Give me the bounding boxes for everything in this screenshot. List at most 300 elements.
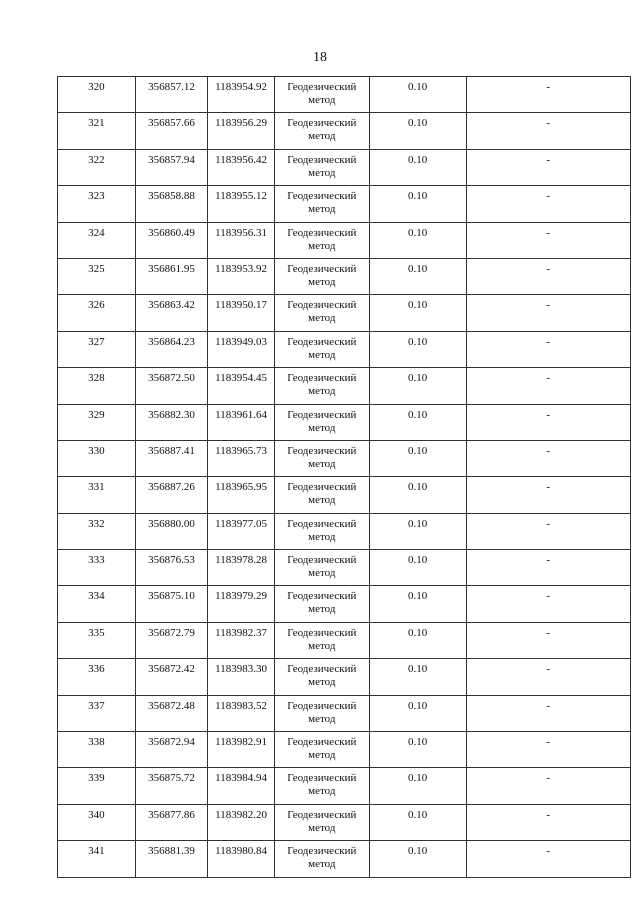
coordinate-x-text: 356881.39 <box>148 845 195 858</box>
method-line2: метод <box>308 821 336 834</box>
table-row <box>58 222 631 258</box>
table-row <box>58 404 631 440</box>
coordinate-y-cell <box>208 77 275 113</box>
accuracy-value-text: 0.10 <box>407 335 428 348</box>
point-number-text: 324 <box>88 226 105 239</box>
method-line1: Геодезический <box>287 517 357 530</box>
note-cell <box>466 768 630 804</box>
accuracy-value-cell <box>369 622 466 658</box>
point-number-text: 320 <box>88 81 105 93</box>
accuracy-value-cell <box>369 659 466 695</box>
note-text: - <box>546 517 551 530</box>
coordinate-x-cell <box>135 404 208 440</box>
coordinate-y-text: 1183950.17 <box>215 299 267 312</box>
coordinate-x-text: 356882.30 <box>148 408 195 421</box>
coordinate-y-cell <box>208 622 275 658</box>
coordinate-y-cell <box>208 186 275 222</box>
note-cell <box>466 695 630 731</box>
method-line2: метод <box>308 858 336 871</box>
point-number-cell <box>58 477 136 513</box>
coordinate-x-cell <box>135 513 208 549</box>
note-cell <box>466 149 630 185</box>
point-number-cell <box>58 404 136 440</box>
coordinate-y-cell <box>208 768 275 804</box>
note-text: - <box>546 335 551 348</box>
coordinate-y-cell <box>208 440 275 476</box>
note-text: - <box>546 117 551 130</box>
method-text <box>275 696 369 726</box>
method-line1: Геодезический <box>287 699 357 712</box>
note-text: - <box>546 736 551 749</box>
method-cell <box>274 440 369 476</box>
coordinate-y-text: 1183982.20 <box>215 808 267 821</box>
method-line1: Геодезический <box>287 372 357 385</box>
point-number-cell <box>58 77 136 113</box>
table-row <box>58 149 631 185</box>
coordinate-x-text: 356872.79 <box>148 626 195 639</box>
note-text: - <box>546 190 551 203</box>
table-row <box>58 295 631 331</box>
coordinate-y-cell <box>208 222 275 258</box>
point-number-text: 327 <box>88 335 105 348</box>
note-cell <box>466 477 630 513</box>
coordinate-x-text: 356861.95 <box>148 262 195 275</box>
method-line2: метод <box>308 530 336 543</box>
coordinate-y-text: 1183956.29 <box>215 117 267 130</box>
note-text: - <box>546 554 551 567</box>
point-number-text: 323 <box>88 190 105 203</box>
method-line2: метод <box>308 676 336 689</box>
table-body <box>58 77 631 878</box>
coordinate-x-cell <box>135 804 208 840</box>
table-row <box>58 804 631 840</box>
note-text: - <box>546 808 551 821</box>
coordinate-x-text: 356872.48 <box>148 699 195 712</box>
coordinate-x-cell <box>135 295 208 331</box>
coordinate-y-text: 1183984.94 <box>215 772 267 785</box>
method-cell <box>274 622 369 658</box>
table-row <box>58 768 631 804</box>
accuracy-value-text: 0.10 <box>407 772 428 785</box>
coordinate-x-text: 356858.88 <box>148 190 195 203</box>
point-number-cell <box>58 186 136 222</box>
method-line2: метод <box>308 275 336 288</box>
note-cell <box>466 513 630 549</box>
coordinate-y-text: 1183978.28 <box>215 554 267 567</box>
coordinate-x-text: 356860.49 <box>148 226 195 239</box>
method-line1: Геодезический <box>287 736 357 749</box>
method-line1: Геодезический <box>287 626 357 639</box>
method-line1: Геодезический <box>287 481 357 494</box>
method-line1: Геодезический <box>287 299 357 312</box>
method-text <box>275 768 369 798</box>
coordinate-x-cell <box>135 477 208 513</box>
point-number-text: 333 <box>88 554 105 567</box>
method-line2: метод <box>308 94 336 106</box>
coordinate-x-cell <box>135 659 208 695</box>
accuracy-value-text: 0.10 <box>407 262 428 275</box>
table-row <box>58 331 631 367</box>
accuracy-value-cell <box>369 550 466 586</box>
coordinate-y-text: 1183956.42 <box>215 153 267 166</box>
method-cell <box>274 368 369 404</box>
note-cell <box>466 440 630 476</box>
accuracy-value-cell <box>369 222 466 258</box>
method-cell <box>274 149 369 185</box>
coordinate-x-text: 356864.23 <box>148 335 195 348</box>
note-text: - <box>546 590 551 603</box>
accuracy-value-text: 0.10 <box>407 517 428 530</box>
point-number-text: 341 <box>88 845 105 858</box>
coordinates-table <box>57 76 631 878</box>
accuracy-value-cell <box>369 149 466 185</box>
coordinate-x-text: 356887.41 <box>148 444 195 457</box>
method-line2: метод <box>308 130 336 143</box>
point-number-cell <box>58 659 136 695</box>
coordinate-y-text: 1183949.03 <box>215 335 267 348</box>
method-cell <box>274 732 369 768</box>
accuracy-value-cell <box>369 440 466 476</box>
method-line2: метод <box>308 603 336 616</box>
coordinate-x-cell <box>135 186 208 222</box>
method-line1: Геодезический <box>287 153 357 166</box>
point-number-cell <box>58 695 136 731</box>
note-cell <box>466 295 630 331</box>
accuracy-value-cell <box>369 113 466 149</box>
coordinate-y-cell <box>208 113 275 149</box>
method-cell <box>274 222 369 258</box>
coordinate-y-cell <box>208 368 275 404</box>
point-number-text: 330 <box>88 444 105 457</box>
method-cell <box>274 659 369 695</box>
accuracy-value-text: 0.10 <box>407 554 428 567</box>
accuracy-value-cell <box>369 295 466 331</box>
method-line1: Геодезический <box>287 81 357 93</box>
coordinate-x-cell <box>135 222 208 258</box>
table-row <box>58 258 631 294</box>
method-text <box>275 186 369 216</box>
point-number-cell <box>58 841 136 877</box>
table-row <box>58 477 631 513</box>
accuracy-value-text: 0.10 <box>407 190 428 203</box>
note-text: - <box>546 299 551 312</box>
coordinate-y-text: 1183977.05 <box>215 517 267 530</box>
accuracy-value-cell <box>369 331 466 367</box>
method-cell <box>274 513 369 549</box>
coordinate-y-text: 1183954.45 <box>215 372 267 385</box>
point-number-cell <box>58 368 136 404</box>
method-text <box>275 586 369 616</box>
table-row <box>58 186 631 222</box>
method-line2: метод <box>308 203 336 216</box>
accuracy-value-text: 0.10 <box>407 299 428 312</box>
note-text: - <box>546 372 551 385</box>
coordinate-x-cell <box>135 149 208 185</box>
table-row <box>58 113 631 149</box>
point-number-text: 329 <box>88 408 105 421</box>
accuracy-value-cell <box>369 804 466 840</box>
method-cell <box>274 331 369 367</box>
accuracy-value-text: 0.10 <box>407 663 428 676</box>
method-line1: Геодезический <box>287 262 357 275</box>
method-line1: Геодезический <box>287 408 357 421</box>
coordinate-y-cell <box>208 695 275 731</box>
note-cell <box>466 404 630 440</box>
coordinate-x-cell <box>135 768 208 804</box>
accuracy-value-cell <box>369 841 466 877</box>
accuracy-value-text: 0.10 <box>407 444 428 457</box>
coordinate-x-cell <box>135 695 208 731</box>
coordinate-x-text: 356880.00 <box>148 517 195 530</box>
coordinate-y-cell <box>208 732 275 768</box>
method-line1: Геодезический <box>287 808 357 821</box>
table-row <box>58 368 631 404</box>
coordinate-y-cell <box>208 149 275 185</box>
method-cell <box>274 258 369 294</box>
note-cell <box>466 77 630 113</box>
coordinate-x-text: 356857.12 <box>148 81 195 93</box>
method-line1: Геодезический <box>287 335 357 348</box>
point-number-cell <box>58 586 136 622</box>
method-line2: метод <box>308 494 336 507</box>
coordinate-x-cell <box>135 622 208 658</box>
note-cell <box>466 841 630 877</box>
point-number-cell <box>58 113 136 149</box>
note-text: - <box>546 626 551 639</box>
note-text: - <box>546 845 551 858</box>
method-cell <box>274 477 369 513</box>
method-line2: метод <box>308 348 336 361</box>
method-text <box>275 477 369 507</box>
method-line1: Геодезический <box>287 663 357 676</box>
accuracy-value-cell <box>369 768 466 804</box>
note-cell <box>466 732 630 768</box>
method-cell <box>274 404 369 440</box>
accuracy-value-text: 0.10 <box>407 372 428 385</box>
point-number-text: 328 <box>88 372 105 385</box>
point-number-cell <box>58 295 136 331</box>
note-cell <box>466 550 630 586</box>
note-cell <box>466 331 630 367</box>
coordinate-x-cell <box>135 841 208 877</box>
point-number-text: 332 <box>88 517 105 530</box>
note-cell <box>466 222 630 258</box>
point-number-cell <box>58 732 136 768</box>
coordinate-y-cell <box>208 586 275 622</box>
coordinate-y-text: 1183953.92 <box>215 262 267 275</box>
method-text <box>275 841 369 871</box>
method-line1: Геодезический <box>287 845 357 858</box>
table-row <box>58 440 631 476</box>
method-cell <box>274 550 369 586</box>
method-text <box>275 441 369 471</box>
table-row <box>58 841 631 877</box>
point-number-text: 335 <box>88 626 105 639</box>
point-number-cell <box>58 550 136 586</box>
point-number-cell <box>58 331 136 367</box>
table-row <box>58 550 631 586</box>
note-cell <box>466 113 630 149</box>
coordinate-y-cell <box>208 804 275 840</box>
method-line1: Геодезический <box>287 554 357 567</box>
coordinate-x-cell <box>135 113 208 149</box>
method-text <box>275 514 369 544</box>
accuracy-value-cell <box>369 477 466 513</box>
coordinate-y-text: 1183983.52 <box>215 699 267 712</box>
method-text <box>275 732 369 762</box>
coordinate-y-cell <box>208 513 275 549</box>
note-cell <box>466 258 630 294</box>
coordinate-y-text: 1183965.73 <box>215 444 267 457</box>
coordinate-y-cell <box>208 550 275 586</box>
method-text <box>275 405 369 435</box>
note-cell <box>466 586 630 622</box>
accuracy-value-text: 0.10 <box>407 808 428 821</box>
method-text <box>275 805 369 835</box>
accuracy-value-cell <box>369 586 466 622</box>
point-number-cell <box>58 513 136 549</box>
note-cell <box>466 804 630 840</box>
accuracy-value-text: 0.10 <box>407 590 428 603</box>
point-number-text: 340 <box>88 808 105 821</box>
note-text: - <box>546 408 551 421</box>
coordinate-y-text: 1183954.92 <box>215 81 267 93</box>
method-line2: метод <box>308 166 336 179</box>
accuracy-value-cell <box>369 732 466 768</box>
method-text <box>275 550 369 580</box>
table-row <box>58 659 631 695</box>
note-text: - <box>546 663 551 676</box>
method-text <box>275 295 369 325</box>
coordinate-x-cell <box>135 440 208 476</box>
coordinate-x-cell <box>135 732 208 768</box>
accuracy-value-text: 0.10 <box>407 81 428 93</box>
accuracy-value-cell <box>369 368 466 404</box>
method-text <box>275 659 369 689</box>
coordinate-y-text: 1183983.30 <box>215 663 267 676</box>
note-text: - <box>546 481 551 494</box>
method-line2: метод <box>308 312 336 325</box>
method-text <box>275 332 369 362</box>
coordinate-y-cell <box>208 841 275 877</box>
accuracy-value-cell <box>369 695 466 731</box>
coordinate-y-text: 1183980.84 <box>215 845 267 858</box>
coordinate-x-text: 356857.66 <box>148 117 195 130</box>
coordinate-x-text: 356887.26 <box>148 481 195 494</box>
accuracy-value-text: 0.10 <box>407 117 428 130</box>
point-number-cell <box>58 258 136 294</box>
coordinate-y-text: 1183956.31 <box>215 226 267 239</box>
point-number-cell <box>58 222 136 258</box>
method-text <box>275 113 369 143</box>
method-line2: метод <box>308 639 336 652</box>
accuracy-value-text: 0.10 <box>407 481 428 494</box>
table-row <box>58 586 631 622</box>
point-number-cell <box>58 440 136 476</box>
note-cell <box>466 622 630 658</box>
point-number-text: 331 <box>88 481 105 494</box>
coordinate-y-cell <box>208 258 275 294</box>
coordinate-x-cell <box>135 258 208 294</box>
method-line1: Геодезический <box>287 444 357 457</box>
method-line2: метод <box>308 239 336 252</box>
method-text <box>275 223 369 253</box>
point-number-text: 325 <box>88 262 105 275</box>
coordinate-y-text: 1183982.37 <box>215 626 267 639</box>
page-number: 18 <box>313 50 327 65</box>
accuracy-value-text: 0.10 <box>407 408 428 421</box>
method-line2: метод <box>308 385 336 398</box>
method-cell <box>274 186 369 222</box>
coordinate-x-text: 356875.10 <box>148 590 195 603</box>
point-number-text: 336 <box>88 663 105 676</box>
coordinate-x-cell <box>135 77 208 113</box>
method-line1: Геодезический <box>287 190 357 203</box>
note-text: - <box>546 226 551 239</box>
accuracy-value-text: 0.10 <box>407 626 428 639</box>
accuracy-value-cell <box>369 513 466 549</box>
method-line2: метод <box>308 712 336 725</box>
coordinate-y-cell <box>208 404 275 440</box>
point-number-text: 338 <box>88 736 105 749</box>
coordinate-x-text: 356872.50 <box>148 372 195 385</box>
coordinate-y-text: 1183965.95 <box>215 481 267 494</box>
point-number-cell <box>58 804 136 840</box>
coordinate-x-text: 356872.42 <box>148 663 195 676</box>
method-line2: метод <box>308 567 336 580</box>
point-number-text: 334 <box>88 590 105 603</box>
note-text: - <box>546 153 551 166</box>
coordinate-x-text: 356877.86 <box>148 808 195 821</box>
method-cell <box>274 695 369 731</box>
method-cell <box>274 77 369 113</box>
point-number-text: 337 <box>88 699 105 712</box>
note-text: - <box>546 262 551 275</box>
coordinate-x-text: 356857.94 <box>148 153 195 166</box>
coordinate-x-cell <box>135 586 208 622</box>
accuracy-value-cell <box>369 77 466 113</box>
method-cell <box>274 113 369 149</box>
accuracy-value-cell <box>369 404 466 440</box>
coordinate-y-cell <box>208 295 275 331</box>
note-text: - <box>546 444 551 457</box>
coordinate-y-text: 1183961.64 <box>215 408 267 421</box>
method-line2: метод <box>308 785 336 798</box>
accuracy-value-cell <box>369 186 466 222</box>
coordinate-y-text: 1183955.12 <box>215 190 267 203</box>
point-number-text: 326 <box>88 299 105 312</box>
coordinate-x-cell <box>135 550 208 586</box>
coordinate-x-cell <box>135 368 208 404</box>
table-row <box>58 695 631 731</box>
accuracy-value-cell <box>369 258 466 294</box>
method-cell <box>274 804 369 840</box>
method-text <box>275 150 369 180</box>
coordinate-x-text: 356872.94 <box>148 736 195 749</box>
coordinate-x-text: 356875.72 <box>148 772 195 785</box>
point-number-text: 321 <box>88 117 105 130</box>
method-line1: Геодезический <box>287 226 357 239</box>
coordinate-y-cell <box>208 477 275 513</box>
note-text: - <box>546 699 551 712</box>
table-row <box>58 732 631 768</box>
point-number-text: 322 <box>88 153 105 166</box>
note-cell <box>466 659 630 695</box>
table-row <box>58 513 631 549</box>
accuracy-value-text: 0.10 <box>407 845 428 858</box>
method-cell <box>274 295 369 331</box>
coordinate-y-cell <box>208 331 275 367</box>
